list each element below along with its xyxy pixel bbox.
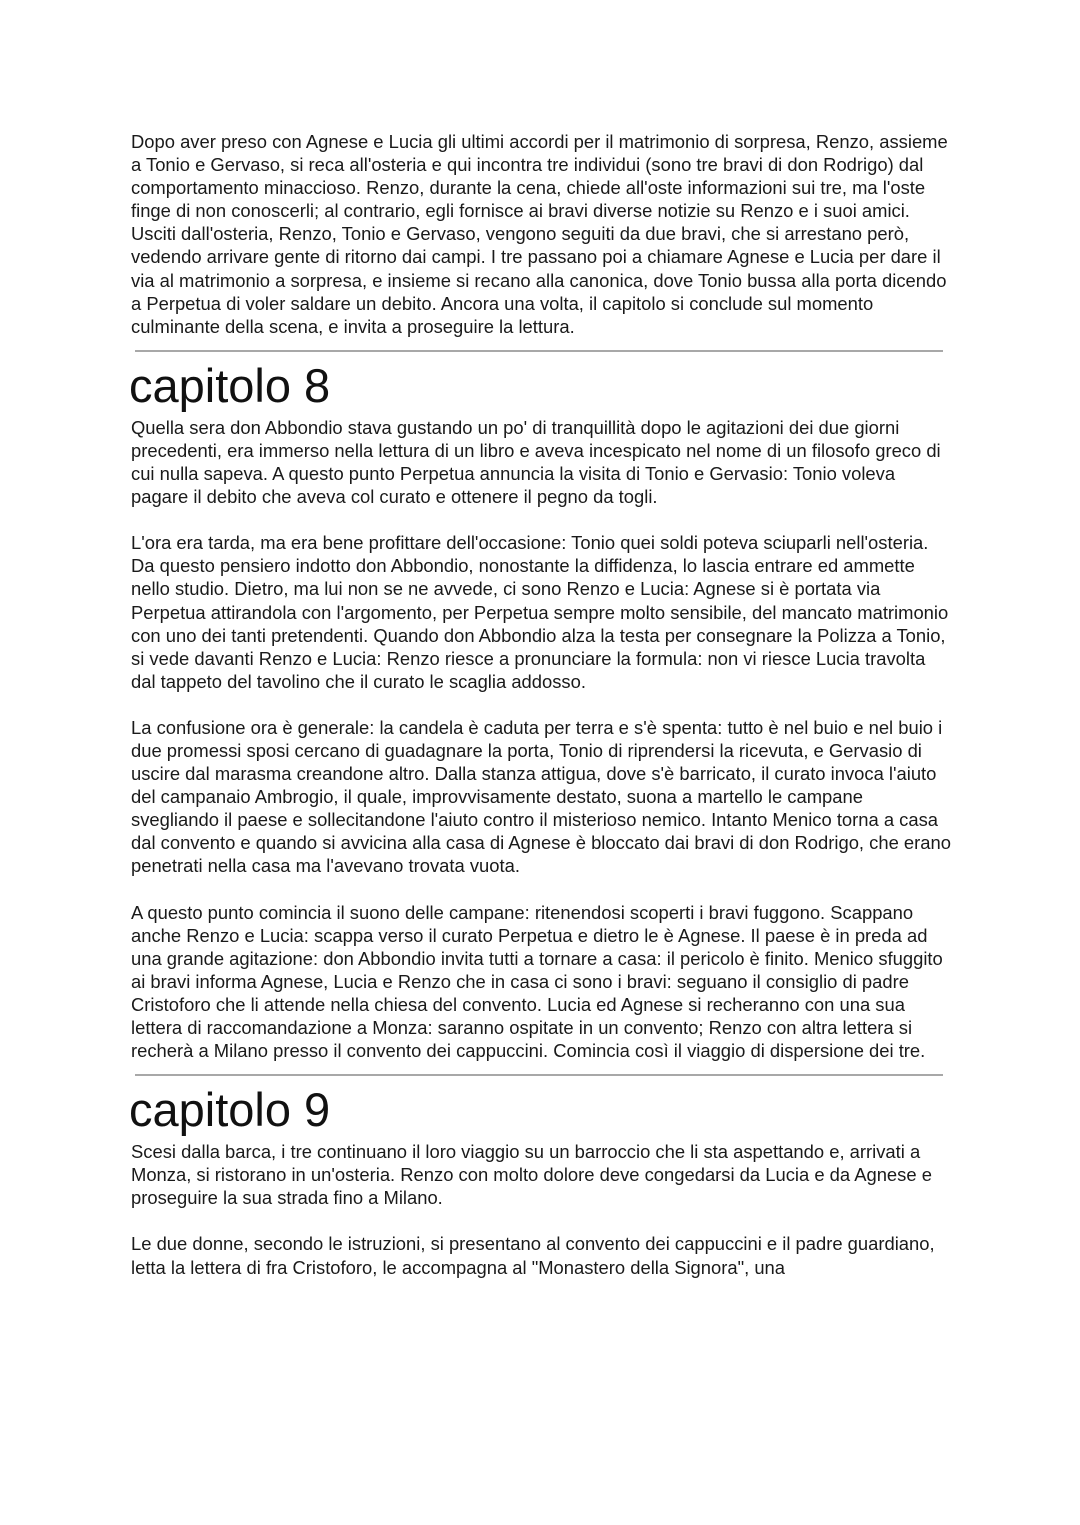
chapter-8-paragraph-2: L'ora era tarda, ma era bene profittare dell'occasione: Tonio quei soldi poteva sciuparli nell'osteria. Da questo pensiero indotto don Abbondio, nonostante la diffidenza, lo lascia entrare ed ammette nello studio. Dietro, ma lui non se ne avvede, ci sono Renzo e Lucia: Agnese si è portata via Perpetua attirandola con l'argomento, per Perpetua sempre molto sensibile, del mancato matrimonio con uno dei tanti pretendenti. Quando don Abbondio alza la testa per consegnare la Polizza a Tonio, si vede davanti Renzo e Lucia: Renzo riesce a pronunciare la formula: non vi riesce Lucia travolta dal tappeto del tavolino che il curato le scaglia addosso. <box>131 532 949 692</box>
chapter-8-paragraph-1: Quella sera don Abbondio stava gustando un po' di tranquillità dopo le agitazioni dei due giorni precedenti, era immerso nella lettura di un libro e aveva incespicato nel nome di un filosofo greco di cui nulla sapeva. A questo punto Perpetua annuncia la visita di Tonio e Gervasio: Tonio voleva pagare il debito che aveva col curato e ottenere il pegno da togli. <box>131 416 941 508</box>
chapter-9-heading: capitolo 9 <box>129 1083 331 1137</box>
section-divider <box>135 350 943 352</box>
document-page <box>131 130 951 1279</box>
chapter-8-heading: capitolo 8 <box>129 358 331 412</box>
chapter-9-paragraph-1: Scesi dalla barca, i tre continuano il loro viaggio su un barroccio che li sta aspettando e, arrivati a Monza, si ristorano in un'osteria. Renzo con molto dolore deve congedarsi da Lucia e da Agnese e proseguire la sua strada fino a Milano. <box>131 1141 932 1209</box>
chapter-8-paragraph-3: La confusione ora è generale: la candela è caduta per terra e s'è spenta: tutto è nel buio e nel buio i due promessi sposi cercano di guadagnare la porta, Tonio di riprendersi la ricevuta, e Gervasio di uscire dal marasma creandone altro. Dalla stanza attigua, dove s'è barricato, il curato invoca l'aiuto del campanaio Ambrogio, il quale, improvvisamente destato, suona a martello le campane svegliando il paese e sollecitandone l'aiuto contro il misterioso nemico. Intanto Menico torna a casa dal convento e quando si avvicina alla casa di Agnese è bloccato dai bravi di don Rodrigo, che erano penetrati nella casa ma l'avevano trovata vuota. <box>131 716 951 877</box>
intro-paragraph: Dopo aver preso con Agnese e Lucia gli ultimi accordi per il matrimonio di sorpresa, Renzo, assieme a Tonio e Gervaso, si reca all'osteria e qui incontra tre individui (sono tre bravi di don Rodrigo) dal comportamento minaccioso. Renzo, durante la cena, chiede all'oste informazioni sui tre, ma l'oste finge di non conoscerli; al contrario, egli fornisce ai bravi diverse notizie su Renzo e i suoi amici. Usciti dall'osteria, Renzo, Tonio e Gervaso, vengono seguiti da due bravi, che si arrestano però, vedendo arrivare gente di ritorno dai campi. I tre passano poi a chiamare Agnese e Lucia per dare il via al matrimonio a sorpresa, e insieme si recano alla canonica, dove Tonio bussa alla porta dicendo a Perpetua di voler saldare un debito. Ancora una volta, il capitolo si conclude sul momento culminante della scena, e invita a proseguire la lettura. <box>131 131 948 337</box>
chapter-8-paragraph-4: A questo punto comincia il suono delle campane: ritenendosi scoperti i bravi fuggono. Scappano anche Renzo e Lucia: scappa verso il curato Perpetua e dietro le è Agnese. Il paese è in preda ad una grande agitazione: don Abbondio invita tutti a tornare a casa: il pericolo è finito. Menico sfuggito ai bravi informa Agnese, Lucia e Renzo che in casa ci sono i bravi: seguano il consiglio di padre Cristoforo che li attende nella chiesa del convento. Lucia ed Agnese si recheranno con una sua lettera di raccomandazione a Monza: saranno ospitate in un convento; Renzo con altra lettera si recherà a Milano presso il convento dei cappuccini. Comincia così il viaggio di dispersione dei tre. <box>131 901 943 1062</box>
chapter-9-paragraph-2: Le due donne, secondo le istruzioni, si presentano al convento dei cappuccini e il padre guardiano, letta la lettera di fra Cristoforo, le accompagna al "Monastero della Signora", una <box>131 1233 935 1278</box>
section-divider <box>135 1074 943 1076</box>
